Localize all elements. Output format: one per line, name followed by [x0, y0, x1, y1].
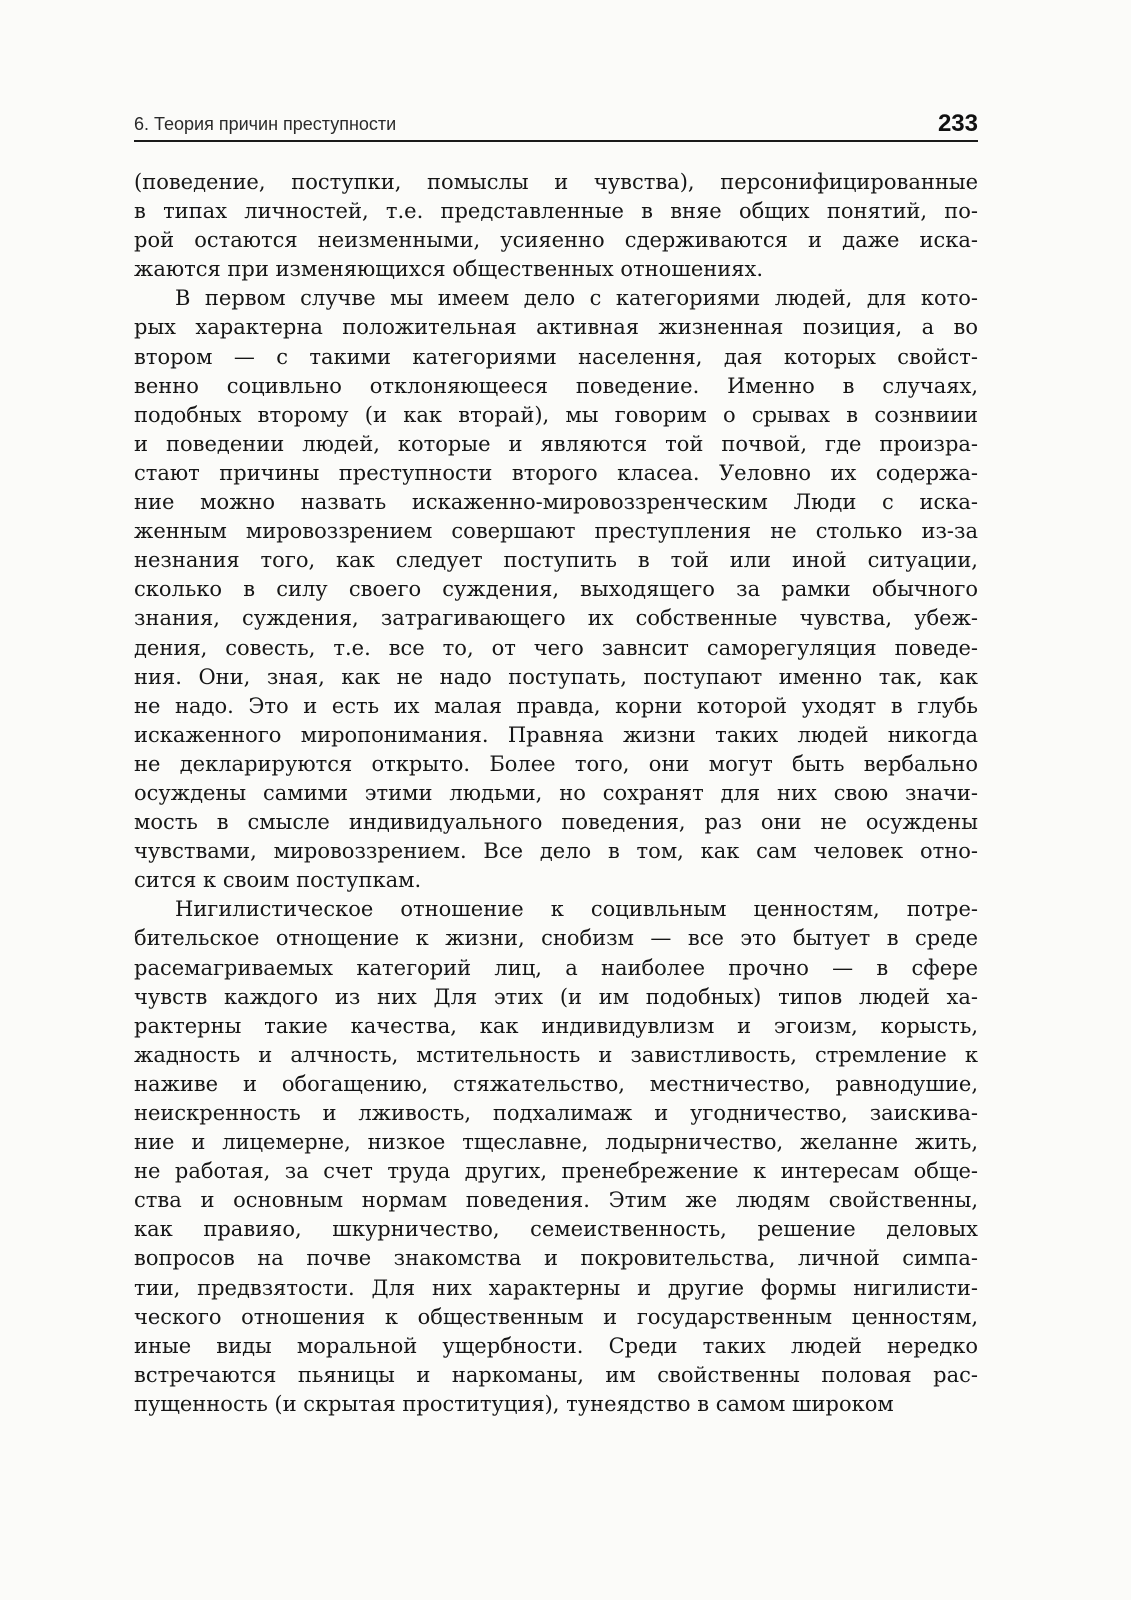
text-line: рактерны такие качества, как индивидувлизм и эгоизм, корысть,	[134, 1013, 978, 1038]
text-line: чувств каждого из них Для этих (и им подобных) типов людей ха-	[134, 984, 978, 1009]
text-line: ства и основным нормам поведения. Этим же людям свойственны,	[134, 1188, 978, 1213]
text-line: ния. Они, зная, как не надо поступать, поступают именно так, как	[134, 664, 978, 689]
page-number: 233	[937, 110, 978, 137]
text-line: расемагриваемых категорий лиц, а наиболее прочно — в сфере	[134, 955, 978, 980]
running-header	[134, 110, 978, 142]
paragraph-3	[134, 895, 978, 1419]
text-line: чувствами, мировоззрением. Все дело в том, как сам человек отно-	[134, 839, 978, 864]
text-line: бительское отнощение к жизни, снобизм — все это бытует в среде	[134, 926, 978, 951]
text-line: искаженного миропонимания. Правняа жизни таких людей никогда	[134, 722, 978, 747]
paragraph-2	[134, 284, 978, 895]
text-line: подобных второму (и как вторай), мы говорим о срывах в сознвиии	[134, 402, 978, 427]
text-line: В первом случве мы имеем дело с категориями людей, для кото-	[175, 286, 978, 311]
text-line: тии, предвзятости. Для них характерны и другие формы нигилисти-	[134, 1275, 978, 1300]
text-line: знания, суждения, затрагивающего их собственные чувства, убеж-	[134, 606, 978, 631]
text-line: в типах личностей, т.е. представленные в вняе общих понятий, по-	[134, 199, 978, 224]
text-line: как правияо, шкурничество, семеиственность, решение деловых	[134, 1217, 978, 1242]
text-line: сколько в силу своего суждения, выходящего за рамки обычного	[134, 577, 978, 602]
text-line: и поведении людей, которые и являются той почвой, где произра-	[134, 431, 978, 456]
text-line: вопросов на почве знакомства и покровительства, личной симпа-	[134, 1246, 978, 1271]
text-line: наживе и обогащению, стяжательство, местничество, равнодушие,	[134, 1071, 978, 1096]
text-line: встречаются пьяницы и наркоманы, им свойственны половая рас-	[134, 1362, 978, 1387]
text-line: рой остаются неизменными, усияенно сдерживаются и даже иска-	[134, 228, 978, 253]
text-line: неискренность и лживость, подхалимаж и угодничество, заискива-	[134, 1101, 978, 1125]
text-line: мость в смысле индивидуального поведения, раз они не осуждены	[134, 810, 978, 835]
text-line: (поведение, поступки, помыслы и чувства), персонифицированные	[134, 170, 978, 194]
text-line: не работая, за счет труда других, пренебрежение к интересам обще-	[134, 1159, 978, 1184]
text-line: сится к своим поступкам.	[134, 868, 422, 893]
running-title: 6. Теория причин преступности	[134, 114, 397, 134]
text-line: стают причины преступности второго класеа. Уеловно их содержа-	[134, 460, 978, 485]
text-line: втором — с такими категориями населення, дая которых свойст-	[134, 344, 978, 369]
text-line: не надо. Это и есть их малая правда, корни которой уходят в глубь	[134, 693, 978, 718]
text-line: жадность и алчность, мстительность и завистливость, стремление к	[134, 1042, 978, 1067]
paragraph-1	[134, 168, 978, 284]
text-line: ние и лицемерне, низкое тщеславне, лодырничество, желанне жить,	[134, 1130, 978, 1155]
text-line: Нигилистическое отношение к социвльным ценностям, потре-	[175, 897, 978, 922]
text-line: пущенность (и скрытая проституция), тунеядство в самом широком	[134, 1391, 894, 1416]
text-line: венно социвльно отклоняющееся поведение. Именно в случаях,	[134, 373, 978, 398]
text-line: женным мировоззрением совершают преступления не столько из-за	[134, 519, 978, 544]
text-line: ческого отношения к общественным и государственным ценностям,	[134, 1304, 978, 1329]
text-line: незнания того, как следует поступить в той или иной ситуации,	[134, 548, 978, 573]
text-line: рых характерна положительная активная жизненная позиция, а во	[134, 315, 978, 340]
text-line: ние можно назвать искаженно-мировоззренческим Люди с иска-	[134, 490, 978, 515]
text-line: жаются при изменяющихся общественных отношениях.	[134, 257, 764, 282]
text-line: дения, совесть, т.е. все то, от чего завнсит саморегуляция поведе-	[134, 635, 978, 660]
text-line: не декларируются открыто. Более того, они могут быть вербально	[134, 751, 978, 776]
body-text	[134, 168, 978, 1419]
text-line: иные виды моральной ущербности. Среди таких людей нередко	[134, 1333, 978, 1358]
text-line: осуждены самими этими людьми, но сохранят для них свою значи-	[134, 780, 978, 805]
